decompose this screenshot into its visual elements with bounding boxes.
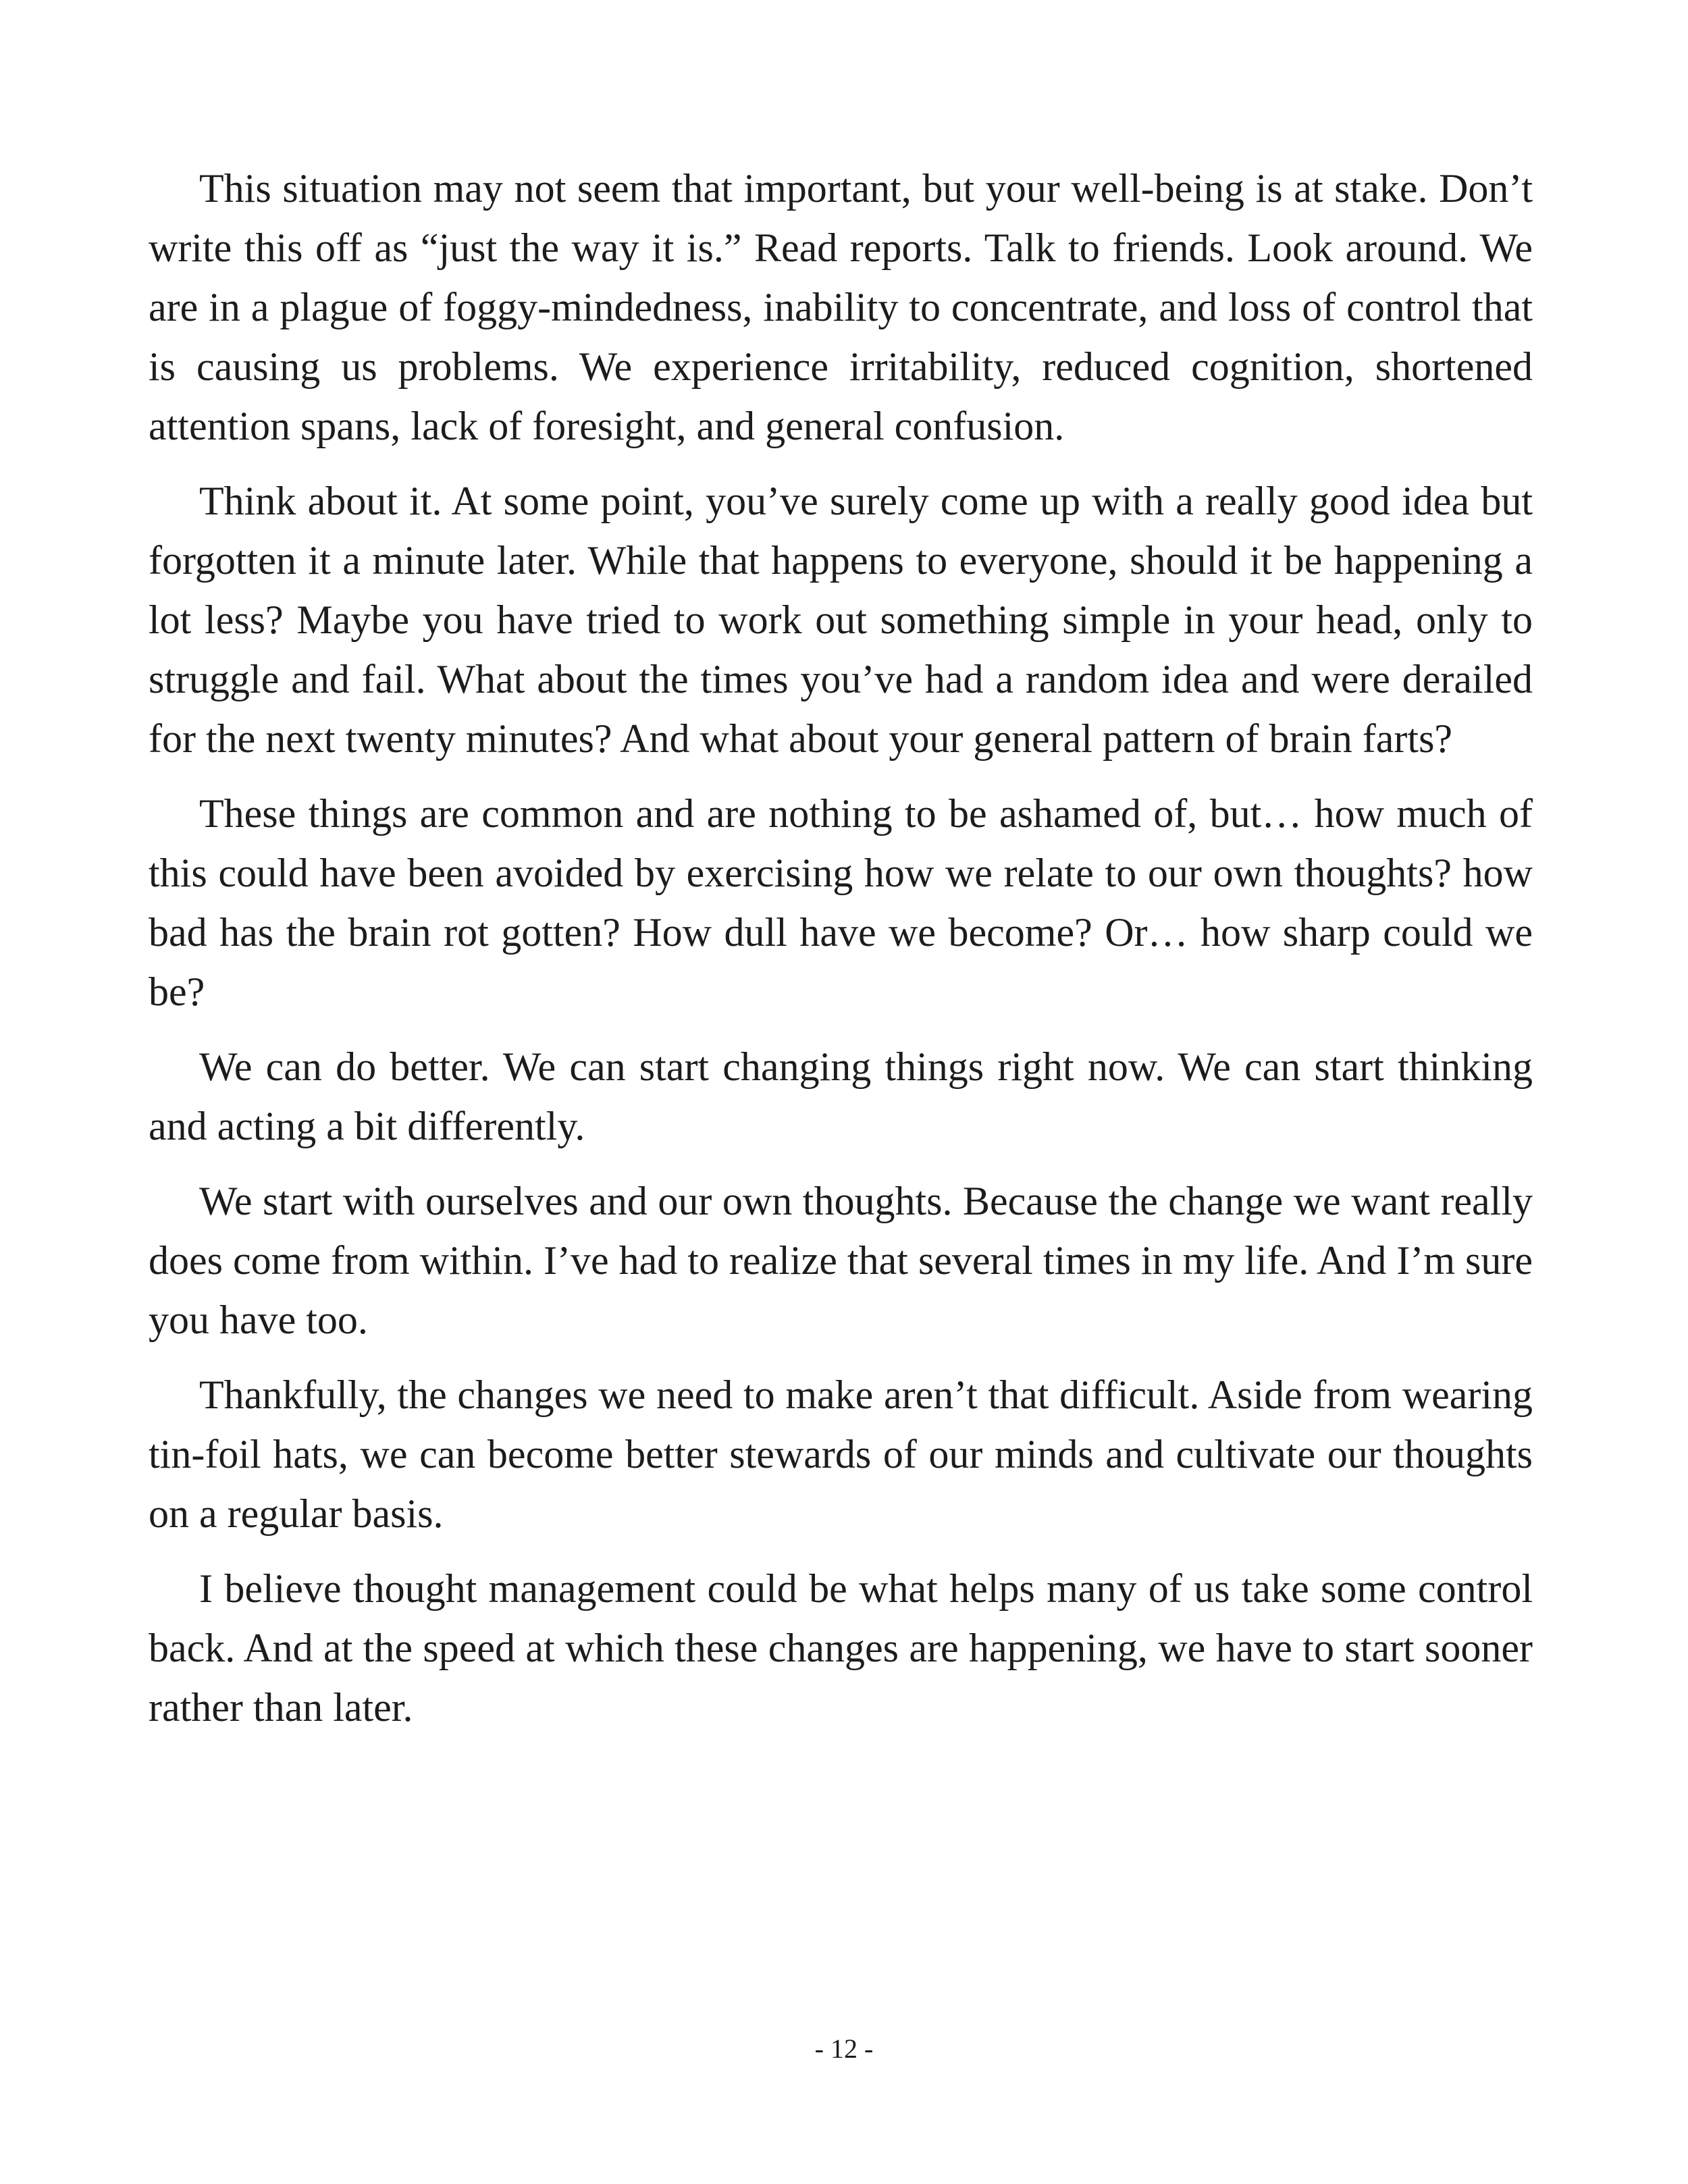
paragraph-3: These things are common and are nothing to be ashamed of, but… how much of this could have been avoided by exercising how we relate to our own thoughts? how bad has the brain rot gotten? How dull have we become? Or… how sharp could we be? xyxy=(149,791,1533,1014)
paragraph-4: We can do better. We can start changing things right now. We can start thinking and acting a bit differently. xyxy=(149,1044,1533,1148)
paragraph-2: Think about it. At some point, you’ve surely come up with a really good idea but forgotten it a minute later. While that happens to everyone, should it be happening a lot less? Maybe you have tried to work out something simple in your head, only to struggle and fail. What about the times you’ve had a random idea and were derailed for the next twenty minutes? And what about your general pattern of brain farts? xyxy=(149,479,1533,761)
body-text xyxy=(149,159,1533,1753)
page-number: - 12 - xyxy=(814,2033,874,2064)
paragraph-1: This situation may not seem that important, but your well-being is at stake. Don’t write this off as “just the way it is.” Read reports. Talk to friends. Look around. We are in a plague of foggy-mindedness, inability to concentrate, and loss of control that is causing us problems. We experience irritability, reduced cognition, shortened attention spans, lack of foresight, and general confusion. xyxy=(149,166,1533,448)
paragraph-7: I believe thought management could be what helps many of us take some control back. And at the speed at which these changes are happening, we have to start sooner rather than later. xyxy=(149,1566,1533,1730)
paragraph-6: Thankfully, the changes we need to make aren’t that difficult. Aside from wearing tin-foil hats, we can become better stewards of our minds and cultivate our thoughts on a regular basis. xyxy=(149,1373,1533,1536)
paragraph-5: We start with ourselves and our own thoughts. Because the change we want really does come from within. I’ve had to realize that several times in my life. And I’m sure you have too. xyxy=(149,1179,1533,1342)
